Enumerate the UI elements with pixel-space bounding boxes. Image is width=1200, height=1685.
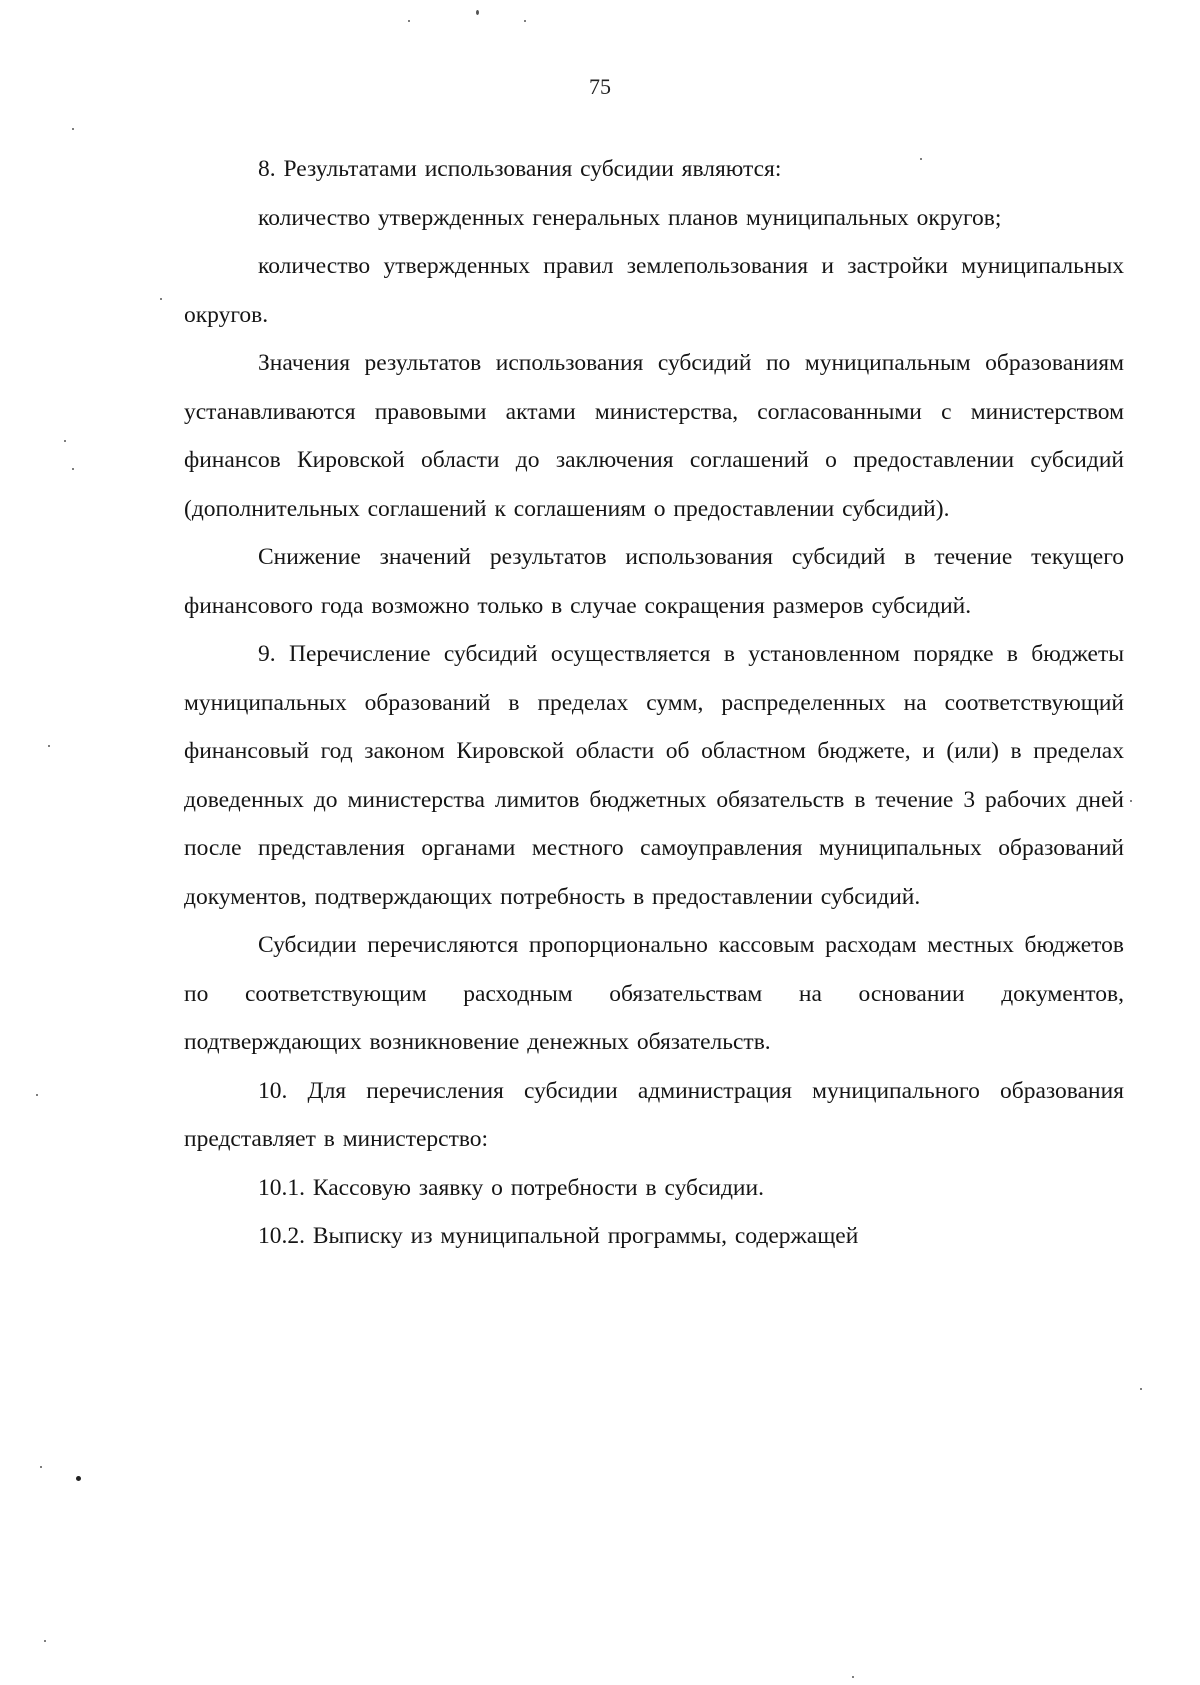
paragraph-10-documents: 10. Для перечисления субсидии администрация муниципального образования представляет в министерство: [184,1077,1124,1152]
scan-speck [160,298,162,300]
scan-speck [76,1476,81,1481]
scan-speck [476,10,479,15]
scan-speck [72,128,74,130]
paragraph-result-general-plans: количество утвержденных генеральных планов муниципальных округов; [258,204,1002,231]
scan-speck [852,1676,854,1678]
scan-speck [72,468,74,470]
scan-speck [920,158,922,160]
document-body [184,145,1124,1261]
paragraph-result-values: Значения результатов использования субсидий по муниципальным образованиям устанавливаются правовыми актами министерства, согласованными с министерством финансов Кировской области до заключения соглашений о предоставлении субсидий (дополнительных соглашений к соглашениям о предоставлении субсидий). [184,350,1124,522]
scan-speck [44,1640,46,1642]
paragraph-subsidy-proportional: Субсидии перечисляются пропорционально кассовым расходам местных бюджетов по соответствующим расходным обязательствам на основании документов, подтверждающих возникновение денежных обязательств. [184,932,1124,1055]
scan-speck [1140,1388,1142,1390]
scan-speck [64,440,66,442]
scan-speck [1130,800,1132,802]
scan-speck [40,1466,42,1468]
page-number: 75 [589,74,611,99]
paragraph-8-heading: 8. Результатами использования субсидии являются: [258,156,782,182]
scan-speck [524,20,526,22]
scan-speck [36,1094,38,1096]
paragraph-10-2-program-extract: 10.2. Выписку из муниципальной программы, содержащей [258,1223,859,1249]
scan-speck [408,20,410,22]
paragraph-result-land-use-rules: количество утвержденных правил землепользования и застройки муниципальных округов. [184,253,1124,328]
paragraph-result-reduction: Снижение значений результатов использования субсидий в течение текущего финансового года возможно только в случае сокращения размеров субсидий. [184,544,1124,619]
scan-speck [48,745,50,747]
paragraph-10-1-cash-request: 10.1. Кассовую заявку о потребности в субсидии. [258,1174,764,1201]
paragraph-9-transfer: 9. Перечисление субсидий осуществляется в установленном порядке в бюджеты муниципальных образований в пределах сумм, распределенных на соответствующий финансовый год законом Кировской области об областном бюджете, и (или) в пределах доведенных до министерства лимитов бюджетных обязательств в течение 3 рабочих дней после представления органами местного самоуправления муниципальных образований документов, подтверждающих потребность в предоставлении субсидий. [184,641,1124,910]
